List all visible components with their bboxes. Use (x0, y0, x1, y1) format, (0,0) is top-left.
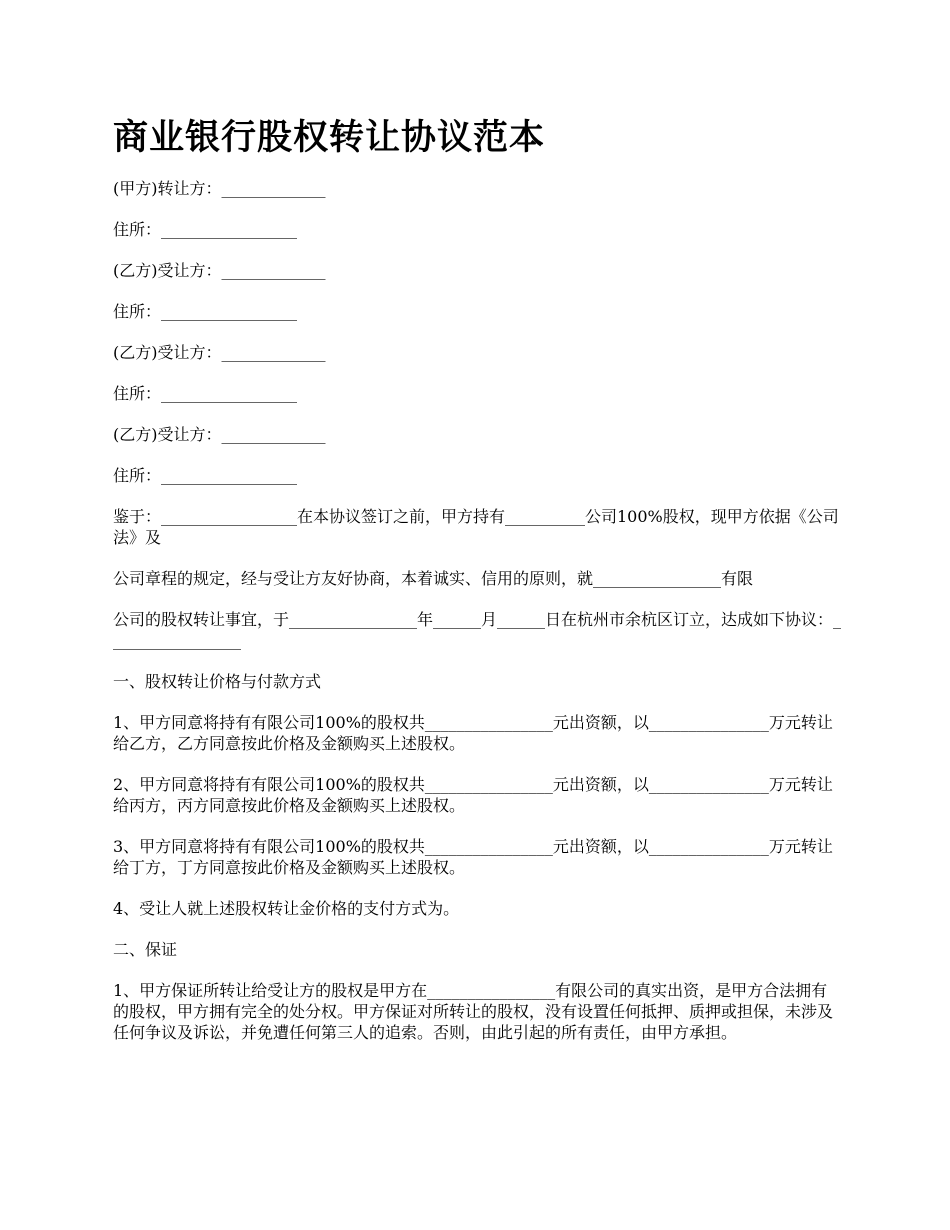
party-a-transferor: (甲方)转让方：_____________ (113, 179, 326, 198)
party-a-address: 住所：_________________ (113, 220, 298, 239)
party-b-transferee-2: (乙方)受让方：_____________ (113, 343, 326, 362)
party-b-transferee-3: (乙方)受让方：_____________ (113, 425, 326, 444)
section-heading-guarantee: 二、保证 (113, 940, 178, 959)
clause-2-1: 1、甲方保证所转让给受让方的股权是甲方在________________有限公司的真实出资，是甲方合法拥有的股权，甲方拥有完全的处分权。甲方保证对所转让的股权，没有设置任何抵押、质押或担保，未涉及任何争议及诉讼，并免遭任何第三人的追索。否则，由此引起的所有责任，由甲方承担。 (113, 981, 834, 1042)
party-b-address-2: 住所：_________________ (113, 384, 298, 403)
clause-1-3: 3、甲方同意将持有有限公司100%的股权共________________元出资额，以_______________万元转让给丁方，丁方同意按此价格及金额购买上述股权。 (113, 837, 833, 877)
party-b-address-1: 住所：_________________ (113, 302, 298, 321)
document-title: 商业银行股权转让协议范本 (113, 118, 546, 158)
preamble-paragraph-2: 公司章程的规定，经与受让方友好协商，本着诚实、信用的原则，就________________有限 (113, 569, 754, 588)
document-page (113, 112, 841, 1063)
clause-1-4: 4、受让人就上述股权转让金价格的支付方式为。 (113, 899, 460, 918)
clause-1-2: 2、甲方同意将持有有限公司100%的股权共________________元出资额，以_______________万元转让给丙方，丙方同意按此价格及金额购买上述股权。 (113, 775, 833, 815)
preamble-paragraph-1: 鉴于：_________________在本协议签订之前，甲方持有__________公司100%股权，现甲方依据《公司法》及 (113, 507, 839, 547)
party-b-transferee-1: (乙方)受让方：_____________ (113, 261, 326, 280)
preamble-paragraph-3: 公司的股权转让事宜，于________________年______月______日在杭州市余杭区订立，达成如下协议：_________________ (113, 610, 842, 650)
party-b-address-3: 住所：_________________ (113, 466, 298, 485)
clause-1-1: 1、甲方同意将持有有限公司100%的股权共________________元出资额，以_______________万元转让给乙方，乙方同意按此价格及金额购买上述股权。 (113, 713, 833, 753)
section-heading-price-payment: 一、股权转让价格与付款方式 (113, 672, 322, 691)
